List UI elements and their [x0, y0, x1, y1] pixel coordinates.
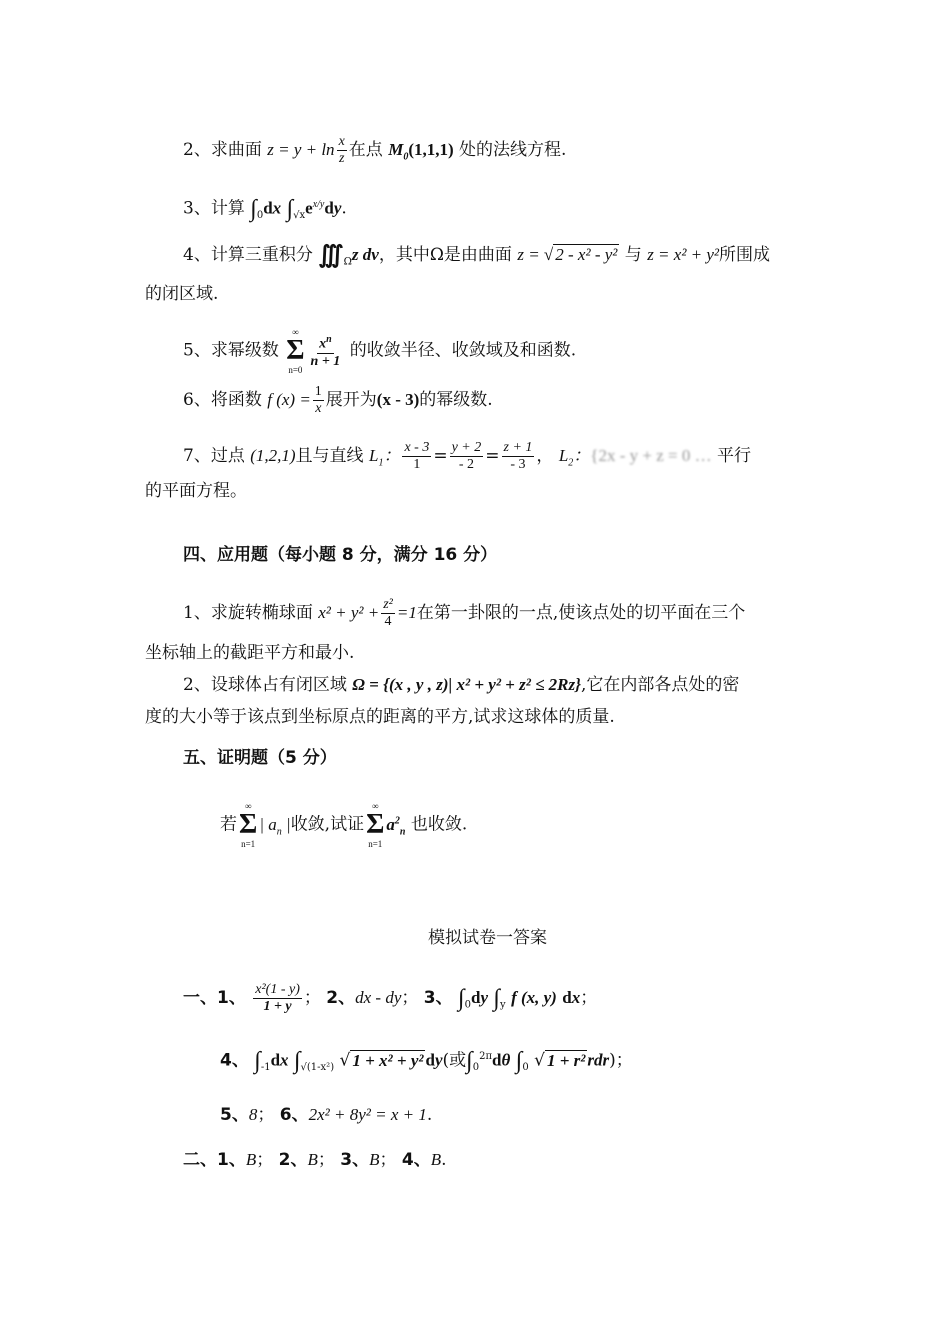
q6-text-4: 的幂级数. [419, 390, 493, 410]
q6-fraction: $\frac{1}{x}$ [314, 384, 322, 416]
app1-continuation: 坐标轴上的截距平方和最小. [145, 643, 355, 663]
answers-part-1-line-1: 一、1、 $\frac{\text{x²(1 - y)}}{1 + y}$ ； 2、dx - dy； 3、 $\int_0dy$ $\int_y$ f (x, y) dx； [183, 982, 598, 1014]
ans1-fraction: $\frac{\text{x²(1 - y)}}{1 + y}$ [255, 982, 300, 1014]
ans2-label: 二、1、 [183, 1150, 246, 1170]
ans2-answer-1: B [245, 1150, 257, 1169]
q2-point-label: $M_0$ [388, 140, 409, 163]
q6-number: 6、 [183, 390, 211, 410]
app1-text-2: 在第一卦限的一点,使该点处的切平面在三个 [416, 603, 746, 623]
q7-text-2: 且与直线 [295, 446, 364, 466]
summation-sign: ∞ Σ n=1 [366, 801, 385, 849]
q5-text-1: 求幂级数 [210, 340, 279, 361]
q6-function: f (x) = [267, 390, 311, 409]
proof-text-3: 也收敛. [410, 814, 468, 835]
q7-line-2: $L_2$： [558, 446, 591, 469]
app2-number: 2、 [183, 675, 211, 695]
question-5 [183, 326, 576, 376]
proof-text-1: 若 [220, 814, 237, 835]
ans2-number-2: 2、 [278, 1150, 308, 1170]
question-6 [183, 384, 493, 417]
ans1-answer-2: dx - dy [355, 988, 402, 1007]
q4-text-2: ，其中Ω是由曲面 [378, 245, 512, 265]
ans2-answer-3: B [369, 1150, 380, 1169]
section-5-heading: 五、证明题（5 分） [183, 748, 337, 768]
integral-sign: ∫ [250, 196, 257, 223]
q7-frac-x: $\frac{x - 3}{1}$ [404, 440, 430, 472]
q3-number: 3、 [183, 198, 211, 219]
triple-integral: ∭ [318, 242, 344, 269]
answers-title: 模拟试卷一答案 [428, 928, 547, 948]
proof-text-2: 收敛,试证 [290, 814, 365, 835]
q7-point: (1,2,1) [250, 446, 296, 465]
ans1-number-2: 2、 [326, 988, 356, 1008]
q7-frac-z: $\frac{z + 1}{- 3}$ [503, 440, 533, 472]
summation-sign: ∞ Σ n=1 [239, 801, 258, 849]
ans2-answer-4: B [430, 1150, 442, 1169]
application-2 [183, 673, 739, 697]
question-2 [183, 134, 566, 169]
q7-text-1: 过点 [210, 446, 245, 466]
q2-number: 2、 [183, 140, 211, 160]
q2-point: (1,1,1) [408, 140, 454, 159]
proof-statement: 若 ∞ Σ n=1 | $a_n$ |收敛,试证 ∞ Σ n=1 $a^2_n$ 也收敛. [220, 801, 468, 849]
q4-text-4: 所围成 [719, 245, 771, 265]
app2-continuation: 度的大小等于该点到坐标原点的距离的平方,试求这球体的质量. [145, 707, 615, 727]
q5-fraction: $\frac{x^n}{n + 1}$ [310, 334, 341, 369]
q4-text-1: 计算三重积分 [210, 245, 313, 265]
application-1: 1、求旋转椭球面 x² + y² + $\frac{\text{z²}}{4}$ =1在第一卦限的一点,使该点处的切平面在三个 [183, 597, 746, 629]
app2-text-1: 设球体占有闭区域 [210, 675, 347, 695]
q5-number: 5、 [183, 340, 211, 361]
q7-continuation: 的平面方程。 [145, 481, 247, 501]
ans1-number-3: 3、 [423, 988, 453, 1008]
question-4: 4、计算三重积分 $∭_\Omega z$ dv，其中Ω是由曲面 z = √ 2 - x² - y² 与 z = x² + y²所围成 [183, 242, 771, 269]
q4-continuation: 的闭区域. [145, 284, 219, 304]
app2-region: Ω = {(x , y , z)| x² + y² + z² ≤ 2Rz} [352, 675, 582, 694]
q6-text-1: 将函数 [210, 390, 262, 410]
q6-expression: (x - 3) [376, 390, 420, 409]
ans1-number-6: 6、 [279, 1105, 309, 1125]
app1-text-1: 求旋转椭球面 [210, 603, 313, 623]
q7-number: 7、 [183, 446, 211, 466]
q4-surface-2: z = x² + y² [647, 245, 720, 264]
app1-ellipsoid: x² + y² + [318, 603, 380, 622]
app1-fraction: $\frac{\text{z²}}{4}$ [383, 597, 393, 629]
answers-part-1-line-2: 4、 $\int_{-1}dx$ $\int_{√(1-x^2)}$ √ 1 + x² + y² dy(或$\int_0^{2\pi}d\theta$ $\int_0$ √ 1 + r² rdr)； [220, 1048, 633, 1075]
ans2-number-4: 4、 [401, 1150, 431, 1170]
q3-text-1: 计算 [210, 198, 245, 219]
ans1-or: (或 [442, 1050, 467, 1071]
ans2-answer-2: B [307, 1150, 318, 1169]
q7-line-1: $L_1$： [368, 446, 401, 469]
question-7: 7、过点 (1,2,1)且与直线 $L_1$： $\frac{x - 3}{1}$ = $\frac{y + 2}{- 2}$ = $\frac{z + 1}{- 3}$ ， $L_2$：{2x - y + z = 0 … 平行 [183, 440, 751, 472]
q3-text-2: . [341, 198, 347, 219]
q7-line-2-system: {2x - y + z = 0 … [590, 446, 712, 465]
q7-text-3: 平行 [716, 446, 751, 466]
q4-number: 4、 [183, 245, 211, 265]
q2-text-2: 在点 [348, 140, 383, 160]
app1-number: 1、 [183, 603, 211, 623]
q7-frac-y: $\frac{y + 2}{- 2}$ [451, 440, 482, 472]
q4-surface-1: z = √ 2 - x² - y² [517, 245, 618, 264]
q4-text-3: 与 [624, 245, 642, 265]
q2-text-3: 处的法线方程. [459, 140, 567, 160]
ans2-number-3: 3、 [340, 1150, 370, 1170]
ans1-answer-5: 8 [248, 1105, 258, 1124]
question-3: 3、计算 $\int_0dx$ $\int_{√x}e^{x/y}dy$. [183, 196, 347, 223]
q5-text-2: 的收敛半径、收敛域及和函数. [349, 340, 577, 361]
ans1-answer-6: 2x² + 8y² = x + 1 [308, 1105, 427, 1124]
ans1-label: 一、1、 [183, 988, 246, 1008]
section-4-heading: 四、应用题（每小题 8 分，满分 16 分） [183, 545, 498, 565]
q6-text-2: 展开为 [325, 390, 377, 410]
q2-text-1: 求曲面 [210, 140, 262, 160]
summation-sign: ∞ Σ n=0 [286, 327, 305, 375]
ans1-number-4: 4、 [220, 1050, 249, 1071]
ans1-number-5: 5、 [220, 1105, 249, 1125]
answers-part-1-line-3: 5、8； 6、2x² + 8y² = x + 1. [220, 1105, 433, 1125]
answers-part-2: 二、1、B； 2、B； 3、B； 4、B. [183, 1150, 447, 1170]
q2-fraction: $\frac{x}{z}$ [338, 134, 345, 166]
q2-formula: z = y + ln [267, 140, 335, 159]
integral-sign: ∫ [286, 196, 294, 223]
app2-text-2: ,它在内部各点处的密 [581, 675, 740, 695]
